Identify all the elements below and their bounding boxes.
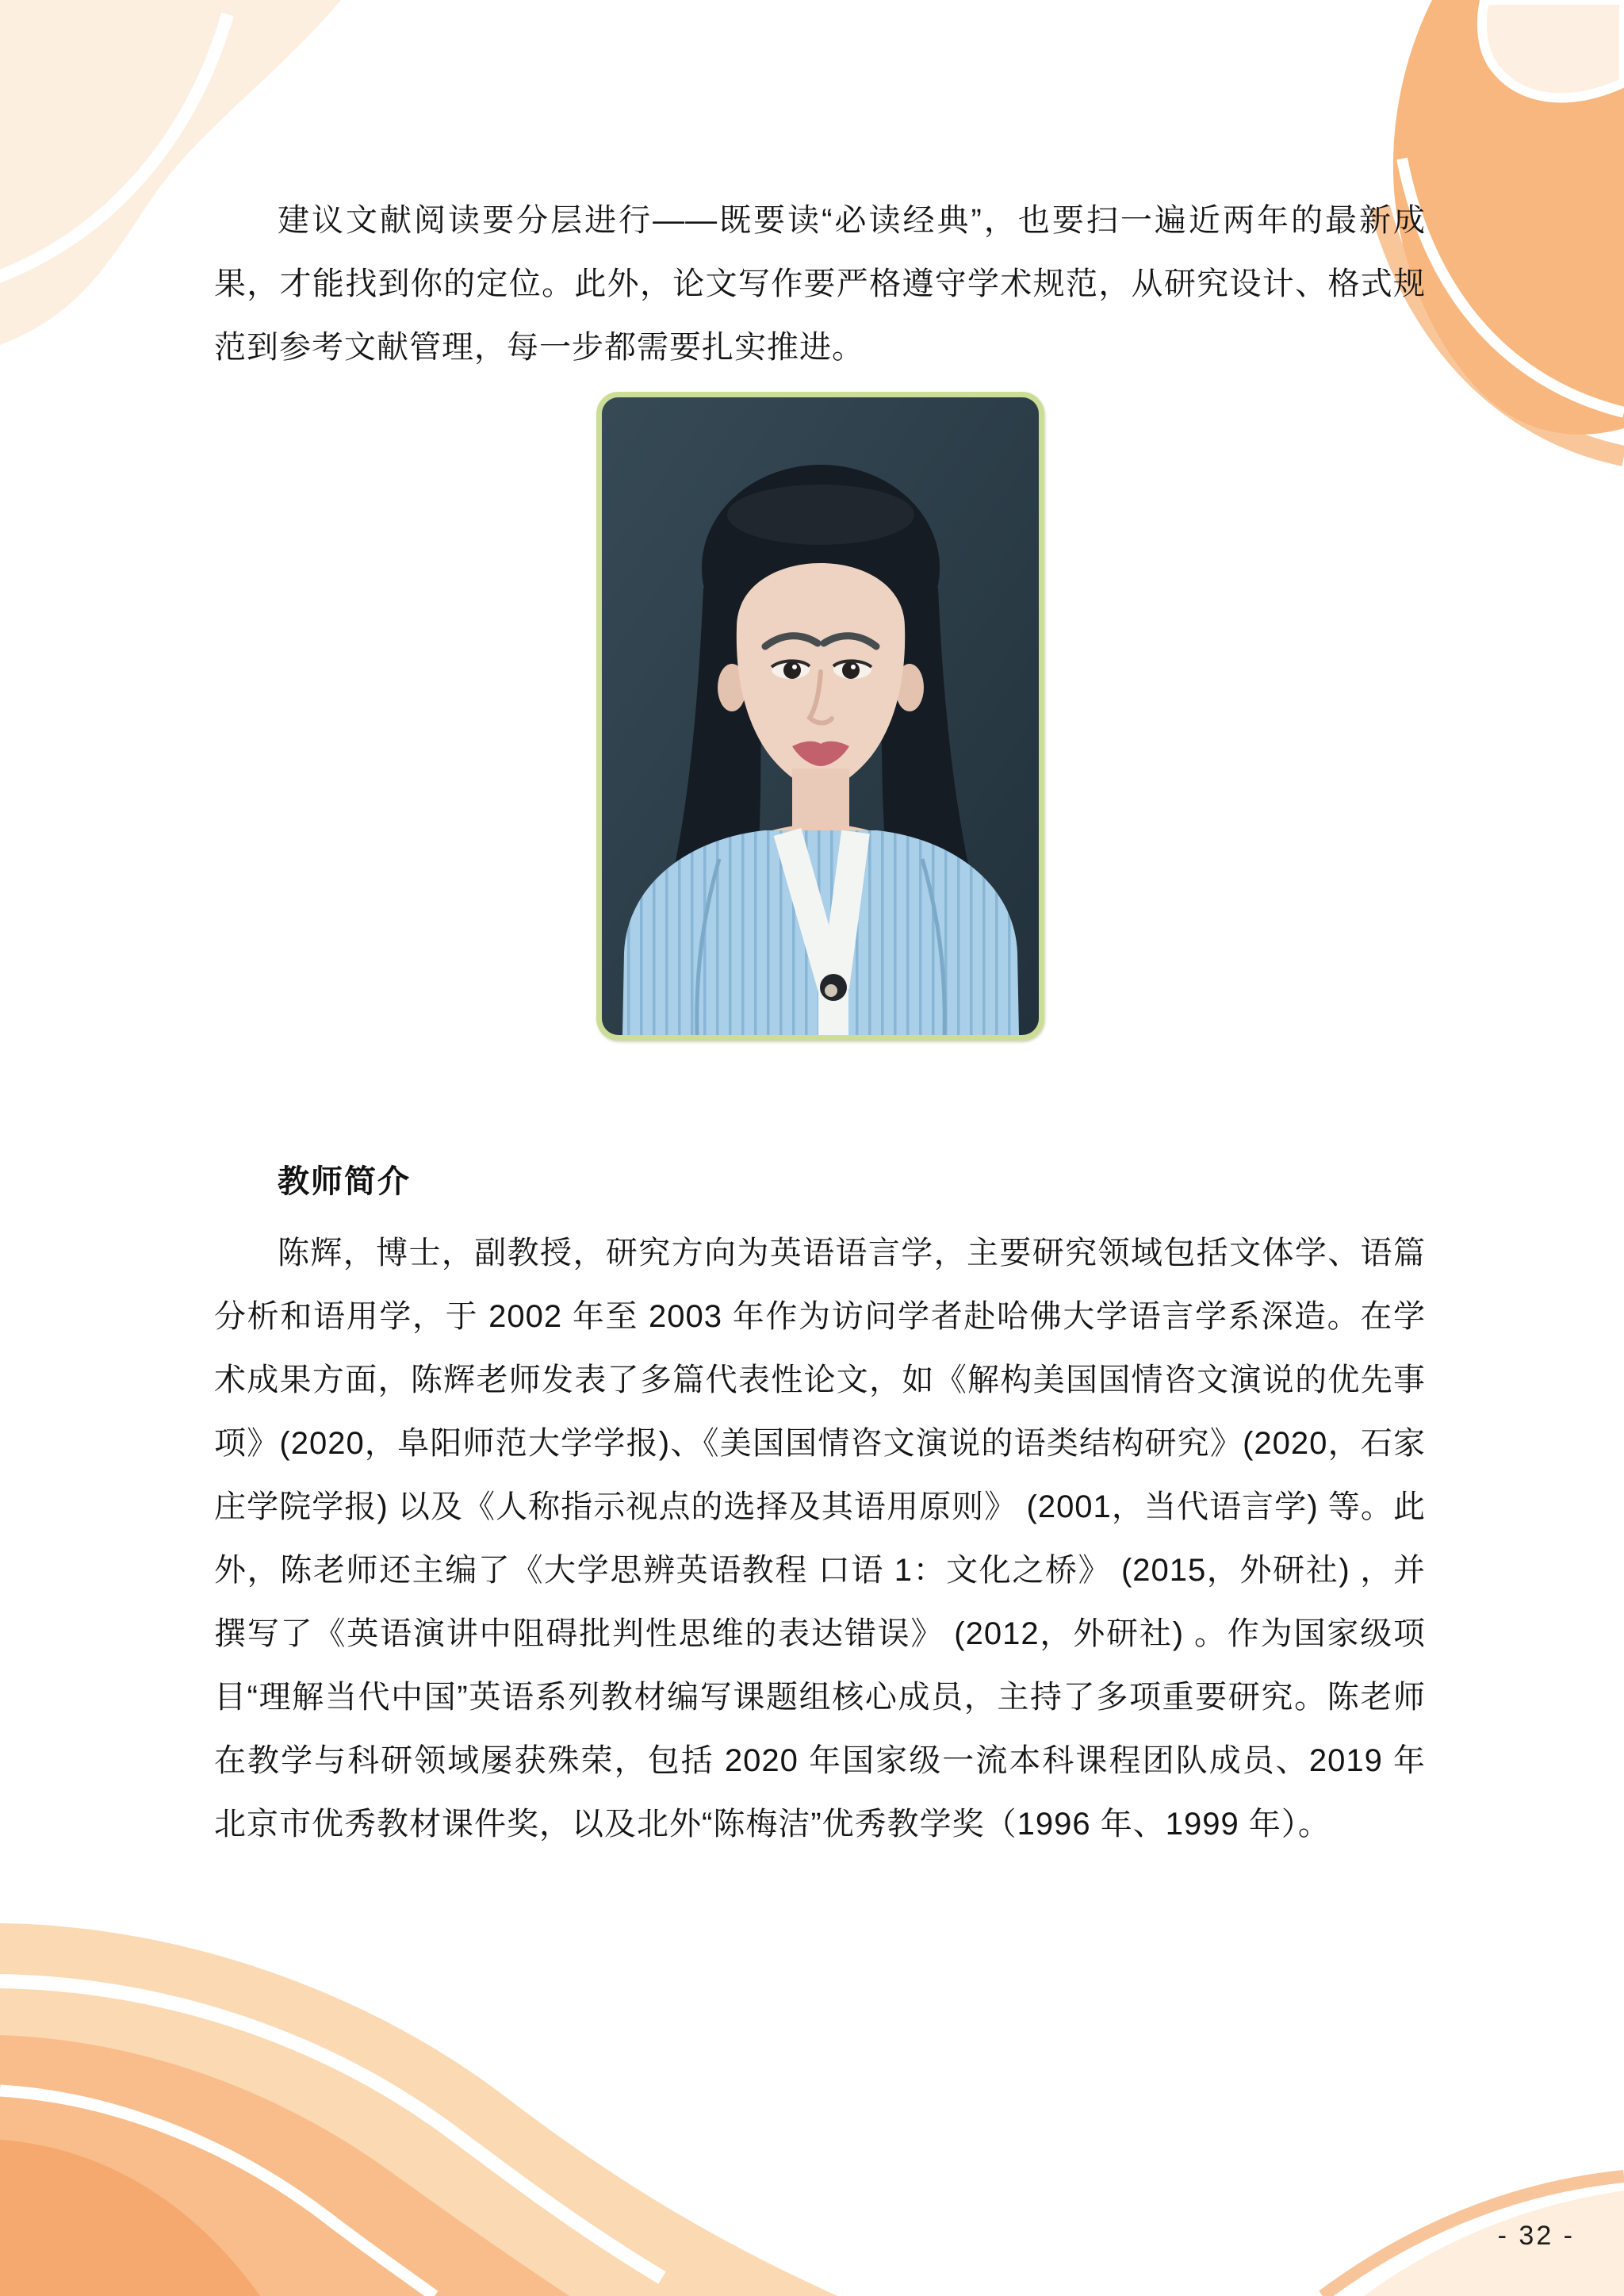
teacher-portrait-image xyxy=(602,397,1039,1035)
teacher-photo-frame xyxy=(596,392,1044,1041)
page-number: - 32 - xyxy=(1497,2221,1575,2251)
right-eye xyxy=(833,660,871,679)
decoration-bottom-left xyxy=(0,1923,837,2296)
cardigan xyxy=(622,830,1019,1035)
page-content xyxy=(214,189,1426,1856)
intro-paragraph: 建议文献阅读要分层进行——既要读“必读经典”，也要扫一遍近两年的最新成果，才能找到你的定位。此外，论文写作要严格遵守学术规范，从研究设计、格式规范到参考文献管理，每一步都需要扎实推进。 xyxy=(214,203,1426,365)
bio-paragraph: 陈辉，博士，副教授，研究方向为英语语言学，主要研究领域包括文体学、语篇分析和语用学，于 2002 年至 2003 年作为访问学者赴哈佛大学语言学系深造。在学术成果方面，陈辉老师发表了多篇代表性论文，如《解构美国国情咨文演说的优先事项》(2020，阜阳师范大学学报)、《美国国情咨文演说的语类结构研究》(2020，石家庄学院学报) 以及《人称指示视点的选择及其语用原则》 (2001，当代语言学) 等。此外，陈老师还主编了《大学思辨英语教程 口语 1：文化之桥》 (2015，外研社) ，并撰写了《英语演讲中阻碍批判性思维的表达错误》 (2012，外研社) 。作为国家级项目“理解当代中国”英语系列教材编写课题组核心成员，主持了多项重要研究。陈老师在教学与科研领域屡获殊荣，包括 2020 年国家级一流本科课程团队成员、2019 年北京市优秀教材课件奖，以及北外“陈梅洁”优秀教学奖（1996 年、1999 年）。 xyxy=(214,1236,1426,1842)
decoration-bottom-right xyxy=(1323,2176,1624,2296)
left-eye xyxy=(772,660,810,679)
section-title: 教师简介 xyxy=(278,1164,411,1199)
